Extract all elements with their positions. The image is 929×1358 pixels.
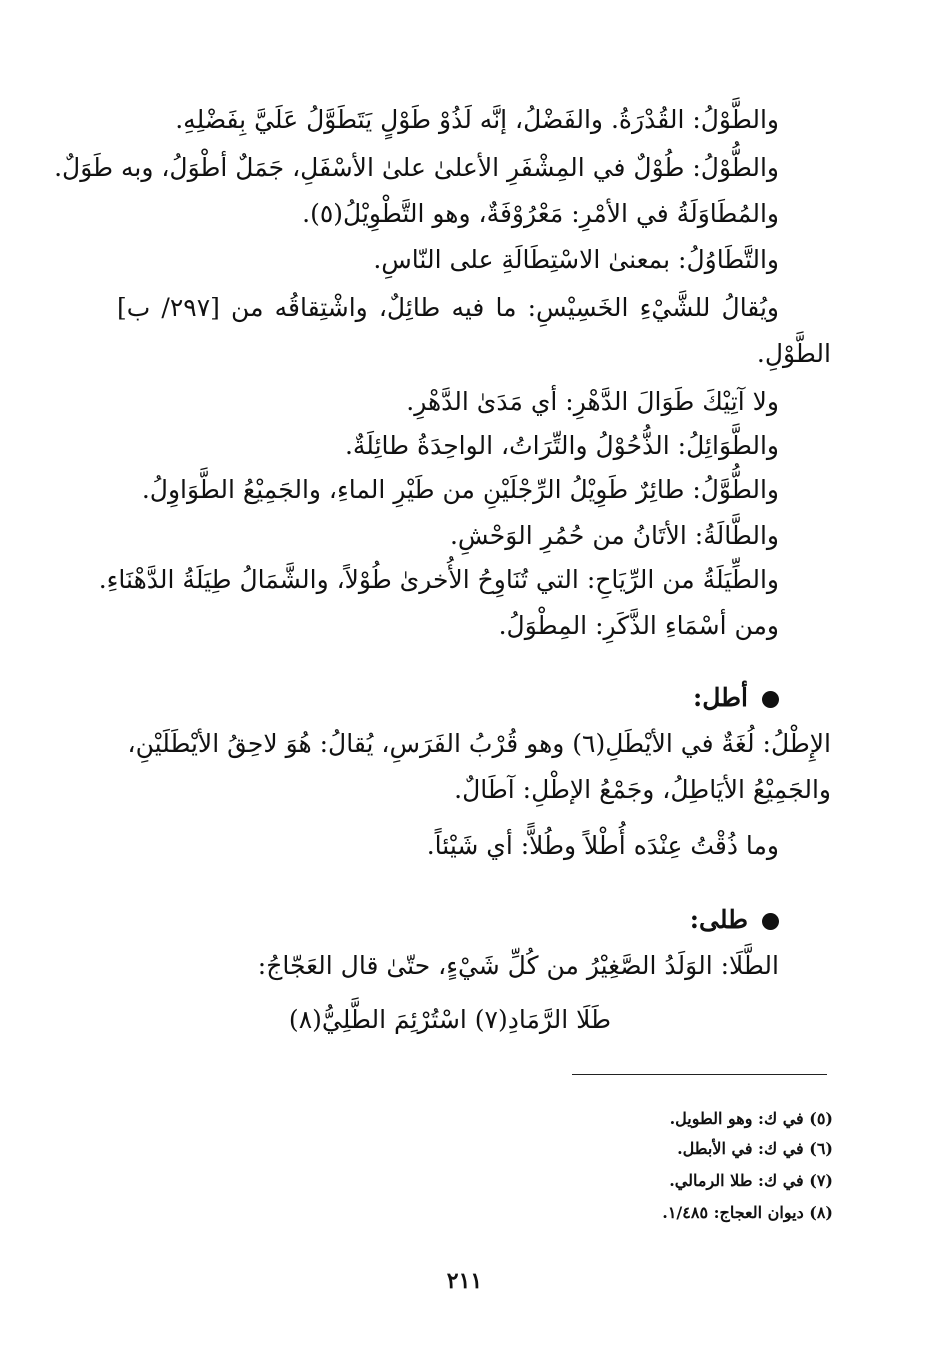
footnote-divider bbox=[572, 1074, 827, 1075]
text-line: الطَّلَا: الوَلَدُ الصَّغِيْرُ من كُلِّ شَيْءٍ، حتّىٰ قال العَجّاجُ: bbox=[257, 951, 779, 980]
footnote: (٧) في ك: طلا الرمالي. bbox=[669, 1171, 833, 1190]
heading-text: أطل: bbox=[692, 683, 748, 712]
text-line: ومن أسْمَاءِ الذَّكَرِ: المِطْوَلُ. bbox=[498, 611, 779, 640]
entry-heading bbox=[690, 898, 779, 942]
text-line: ويُقالُ للشَّيْءِ الخَسِيْسِ: ما فيه طائِلٌ، واشْتِقاقُه من [٢٩٧/ ب] bbox=[117, 293, 779, 322]
poetry-verse: طَلَا الرَّمَادِ(٧) اسْتُرْئِمَ الطَّلِيُّ(٨) bbox=[288, 1005, 611, 1034]
text-line: والطَّوْلُ: القُدْرَةُ. والفَضْلُ، إنَّه لَذُوْ طَوْلٍ يَتَطَوَّلُ عَلَيَّ بِفَضْلِهِ. bbox=[175, 105, 779, 134]
footnote: (٥) في ك: وهو الطويل. bbox=[669, 1109, 833, 1128]
entry-heading bbox=[693, 676, 779, 720]
text-line: ولا آتِيْكَ طَوَالَ الدَّهْرِ: أي مَدَىٰ الدَّهْرِ. bbox=[406, 387, 779, 416]
text-line: والطُّوْلُ: طُوْلٌ في المِشْفَرِ الأعلىٰ علىٰ الأسْفَلِ، جَمَلٌ أطْوَلُ، وبه طَوَلٌ. bbox=[54, 153, 779, 182]
text-line: والطُّوَّلُ: طائِرٌ طَوِيْلُ الرِّجْلَيْنِ من طَيْرِ الماءِ، والجَمِيْعُ الطَّوَاوِلُ. bbox=[141, 475, 779, 504]
text-line: الطَّوْلِ. bbox=[756, 339, 831, 368]
footnote: (٨) ديوان العجاج: ١/٤٨٥. bbox=[662, 1203, 833, 1222]
text-line: والطَّالَةُ: الأتَانُ من حُمُرِ الوَحْشِ. bbox=[449, 521, 779, 550]
text-line: وما ذُقْتُ عِنْدَه أُطْلاً وطُلاًّ: أي شَيْئاً. bbox=[426, 831, 779, 860]
text-line: والجَمِيْعُ الأيَاطِلُ، وجَمْعُ الإطْلِ: آطَالٌ. bbox=[454, 775, 831, 804]
bullet-icon bbox=[762, 913, 779, 930]
text-line: والمُطَاوَلَةُ في الأمْرِ: مَعْرُوْفَةٌ، وهو التَّطْوِيْلُ(٥). bbox=[302, 199, 779, 228]
text-line: والتَّطَاوُلُ: بمعنىٰ الاسْتِطَالَةِ على النّاسِ. bbox=[373, 245, 779, 274]
footnote: (٦) في ك: في الأبطل. bbox=[677, 1139, 833, 1158]
text-line: والطَّوَائِلُ: الذُّحُوْلُ والتِّرَاتُ، الواحِدَةُ طائِلَةٌ. bbox=[344, 431, 779, 460]
page-number: ٢١١ bbox=[446, 1268, 483, 1294]
text-line: والطِّيَلَةُ من الرِّيَاحِ: التي تُنَاوِحُ الأُخرىٰ طُوْلاً، والشَّمَالُ طِيَلَةُ الدَّهْنَاءِ. bbox=[98, 565, 779, 594]
text-line: الإِطْلُ: لُغَةٌ في الأيْطَلِ(٦) وهو قُرْبُ الفَرَسِ، يُقالُ: هُوَ لاحِقُ الأيْطَلَيْنِ، bbox=[127, 729, 831, 758]
heading-text: طلى: bbox=[689, 905, 748, 934]
bullet-icon bbox=[762, 691, 779, 708]
